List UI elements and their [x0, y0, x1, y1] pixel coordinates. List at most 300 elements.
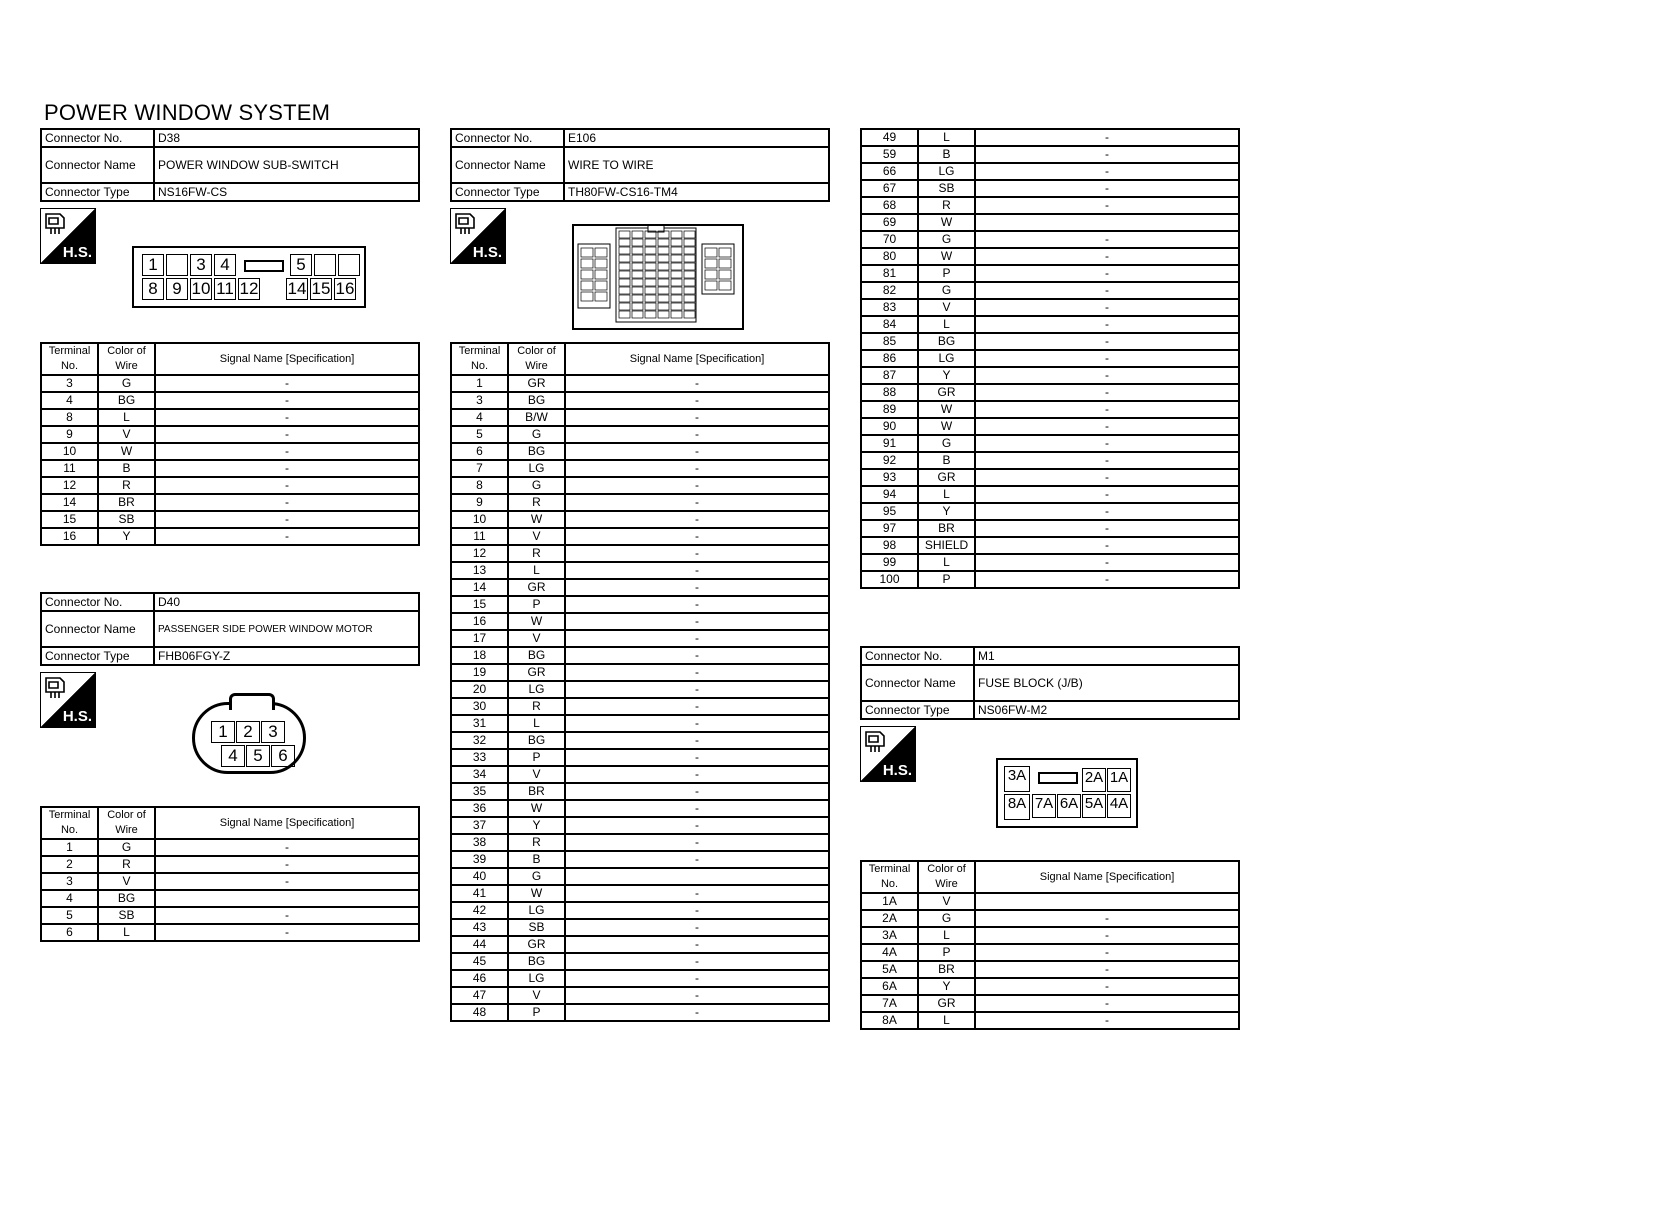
signal-name-cell: -: [565, 953, 829, 970]
signal-name-cell: -: [975, 520, 1239, 537]
wire-color-cell: R: [508, 834, 565, 851]
wire-color-cell: LG: [508, 902, 565, 919]
table-row: [861, 316, 1239, 333]
wire-color-cell: G: [98, 375, 155, 392]
wire-color-cell: R: [98, 856, 155, 873]
terminal-no-cell: 11: [41, 460, 98, 477]
signal-name-cell: -: [975, 231, 1239, 248]
wire-color-cell: SB: [98, 907, 155, 924]
table-row: [41, 890, 419, 907]
pin: 3: [261, 721, 285, 743]
pin: 11: [214, 278, 236, 300]
wire-color-cell: V: [508, 766, 565, 783]
table-row: [861, 333, 1239, 350]
wire-color-cell: Y: [98, 528, 155, 545]
signal-name-cell: -: [975, 503, 1239, 520]
signal-name-cell: -: [975, 418, 1239, 435]
signal-name-cell: -: [155, 494, 419, 511]
connector-face-d38: [132, 246, 366, 308]
table-row: [861, 248, 1239, 265]
terminal-no-cell: 10: [41, 443, 98, 460]
terminal-no-cell: 16: [451, 613, 508, 630]
connector-info-d40: [40, 592, 420, 666]
wire-color-cell: B: [98, 460, 155, 477]
pin: 1A: [1107, 768, 1131, 792]
terminal-no-cell: 38: [451, 834, 508, 851]
terminal-no-cell: 15: [451, 596, 508, 613]
signal-name-cell: -: [565, 783, 829, 800]
hs-harness-side-icon: H.S.: [860, 726, 916, 782]
signal-name-cell: -: [975, 401, 1239, 418]
signal-name-cell: -: [975, 995, 1239, 1012]
terminal-no-cell: 6: [41, 924, 98, 941]
table-row: [451, 426, 829, 443]
wire-color-cell: GR: [508, 664, 565, 681]
table-row: [451, 868, 829, 885]
signal-name-cell: -: [565, 766, 829, 783]
table-row: [451, 766, 829, 783]
label-connector-type: Connector Type: [451, 183, 564, 201]
wire-color-cell: V: [918, 299, 975, 316]
table-row: [451, 919, 829, 936]
table-row: [41, 511, 419, 528]
terminal-no-cell: 80: [861, 248, 918, 265]
table-row: [861, 435, 1239, 452]
table-row: [451, 647, 829, 664]
wire-color-cell: G: [918, 435, 975, 452]
pin: [262, 278, 284, 300]
wire-color-cell: L: [98, 924, 155, 941]
wire-color-cell: BR: [918, 520, 975, 537]
wire-color-cell: W: [918, 401, 975, 418]
table-row: [451, 477, 829, 494]
table-row: [451, 885, 829, 902]
terminal-no-cell: 3: [451, 392, 508, 409]
signal-name-cell: -: [565, 970, 829, 987]
wire-color-cell: SB: [918, 180, 975, 197]
table-row: [861, 537, 1239, 554]
signal-name-cell: -: [565, 834, 829, 851]
table-row: [451, 630, 829, 647]
lock-tab: [1038, 772, 1078, 784]
header-terminal-no: Terminal No.: [41, 807, 98, 839]
table-row: [861, 469, 1239, 486]
label-connector-no: Connector No.: [451, 129, 564, 147]
connector-info-m1: [860, 646, 1240, 720]
wire-color-cell: LG: [918, 163, 975, 180]
terminal-no-cell: 6A: [861, 978, 918, 995]
wire-color-cell: V: [508, 528, 565, 545]
terminal-no-cell: 83: [861, 299, 918, 316]
pin: [166, 254, 188, 276]
terminal-no-cell: 3A: [861, 927, 918, 944]
table-row: [861, 927, 1239, 944]
wire-color-cell: V: [98, 873, 155, 890]
terminal-no-cell: 8: [41, 409, 98, 426]
wire-color-cell: L: [508, 562, 565, 579]
terminal-no-cell: 35: [451, 783, 508, 800]
lock-tab: [229, 693, 275, 710]
wire-color-cell: Y: [918, 367, 975, 384]
terminal-table-e106: [450, 342, 830, 1022]
table-row: [41, 494, 419, 511]
wire-color-cell: W: [508, 885, 565, 902]
signal-name-cell: -: [565, 477, 829, 494]
connector-name-value: FUSE BLOCK (J/B): [974, 665, 1239, 701]
wire-color-cell: V: [508, 630, 565, 647]
terminal-no-cell: 33: [451, 749, 508, 766]
wire-color-cell: BG: [508, 392, 565, 409]
wire-color-cell: B: [508, 851, 565, 868]
pin: 8: [142, 278, 164, 300]
terminal-no-cell: 84: [861, 316, 918, 333]
signal-name-cell: -: [565, 800, 829, 817]
terminal-no-cell: 46: [451, 970, 508, 987]
signal-name-cell: -: [565, 630, 829, 647]
signal-name-cell: -: [155, 511, 419, 528]
wire-color-cell: Y: [508, 817, 565, 834]
wire-color-cell: L: [918, 554, 975, 571]
connector-no-value: M1: [974, 647, 1239, 665]
signal-name-cell: -: [155, 528, 419, 545]
table-row: [451, 817, 829, 834]
terminal-no-cell: 1: [41, 839, 98, 856]
pin: 5: [290, 254, 312, 276]
terminal-no-cell: 81: [861, 265, 918, 282]
signal-name-cell: -: [565, 545, 829, 562]
pin: [314, 254, 336, 276]
signal-name-cell: -: [155, 460, 419, 477]
pin: 6A: [1057, 794, 1081, 818]
wire-color-cell: BR: [918, 961, 975, 978]
signal-name-cell: -: [565, 715, 829, 732]
connector-type-value: NS06FW-M2: [974, 701, 1239, 719]
wire-color-cell: P: [918, 265, 975, 282]
table-row: [861, 231, 1239, 248]
header-signal-name: Signal Name [Specification]: [975, 861, 1239, 893]
pin: 2A: [1082, 768, 1106, 792]
table-row: [451, 970, 829, 987]
table-row: [451, 443, 829, 460]
wire-color-cell: P: [508, 749, 565, 766]
pin: 4: [221, 745, 245, 767]
wire-color-cell: G: [918, 910, 975, 927]
wire-color-cell: W: [918, 248, 975, 265]
signal-name-cell: -: [975, 910, 1239, 927]
connector-no-value: D38: [154, 129, 419, 147]
signal-name-cell: -: [565, 596, 829, 613]
connector-face-e106: [572, 224, 744, 330]
signal-name-cell: -: [975, 571, 1239, 588]
signal-name-cell: -: [565, 664, 829, 681]
pin: 1: [142, 254, 164, 276]
terminal-no-cell: 87: [861, 367, 918, 384]
terminal-no-cell: 13: [451, 562, 508, 579]
wire-color-cell: BG: [508, 732, 565, 749]
wire-color-cell: L: [918, 316, 975, 333]
terminal-no-cell: 39: [451, 851, 508, 868]
terminal-no-cell: 4: [41, 890, 98, 907]
wire-color-cell: SHIELD: [918, 537, 975, 554]
label-connector-type: Connector Type: [41, 647, 154, 665]
signal-name-cell: -: [975, 554, 1239, 571]
wire-color-cell: G: [508, 426, 565, 443]
signal-name-cell: -: [975, 384, 1239, 401]
wire-color-cell: G: [508, 868, 565, 885]
table-row: [861, 452, 1239, 469]
connector-type-value: FHB06FGY-Z: [154, 647, 419, 665]
table-row: [451, 749, 829, 766]
terminal-table-d38: [40, 342, 420, 546]
signal-name-cell: -: [975, 469, 1239, 486]
table-row: [451, 698, 829, 715]
terminal-no-cell: 93: [861, 469, 918, 486]
terminal-no-cell: 12: [451, 545, 508, 562]
table-row: [861, 129, 1239, 146]
signal-name-cell: -: [975, 129, 1239, 146]
table-row: [451, 902, 829, 919]
pin: 7A: [1032, 794, 1056, 818]
header-color-of-wire: Color of Wire: [98, 343, 155, 375]
terminal-no-cell: 68: [861, 197, 918, 214]
terminal-no-cell: 40: [451, 868, 508, 885]
table-row: [451, 715, 829, 732]
wire-color-cell: G: [98, 839, 155, 856]
signal-name-cell: -: [565, 443, 829, 460]
terminal-no-cell: 9: [41, 426, 98, 443]
connector-type-value: TH80FW-CS16-TM4: [564, 183, 829, 201]
pin: 16: [335, 279, 355, 298]
terminal-no-cell: 19: [451, 664, 508, 681]
wire-color-cell: B: [918, 452, 975, 469]
terminal-no-cell: 15: [41, 511, 98, 528]
signal-name-cell: -: [155, 907, 419, 924]
wire-color-cell: V: [508, 987, 565, 1004]
pin: 3: [190, 254, 212, 276]
wire-color-cell: Y: [918, 978, 975, 995]
terminal-no-cell: 11: [451, 528, 508, 545]
header-signal-name: Signal Name [Specification]: [155, 343, 419, 375]
signal-name-cell: -: [565, 426, 829, 443]
table-row: [861, 214, 1239, 231]
table-row: [41, 443, 419, 460]
terminal-table-d40: [40, 806, 420, 942]
table-row: [451, 545, 829, 562]
signal-name-cell: -: [565, 375, 829, 392]
signal-name-cell: -: [975, 486, 1239, 503]
table-row: [861, 893, 1239, 910]
terminal-no-cell: 30: [451, 698, 508, 715]
signal-name-cell: -: [565, 511, 829, 528]
label-connector-no: Connector No.: [861, 647, 974, 665]
wire-color-cell: L: [918, 486, 975, 503]
table-row: [861, 350, 1239, 367]
terminal-no-cell: 89: [861, 401, 918, 418]
signal-name-cell: -: [975, 350, 1239, 367]
signal-name-cell: -: [565, 579, 829, 596]
connector-info-e106: [450, 128, 830, 202]
table-row: [861, 554, 1239, 571]
signal-name-cell: -: [975, 282, 1239, 299]
terminal-no-cell: 90: [861, 418, 918, 435]
wire-color-cell: BG: [508, 953, 565, 970]
table-row: [451, 511, 829, 528]
table-row: [451, 409, 829, 426]
wire-color-cell: W: [98, 443, 155, 460]
terminal-no-cell: 7: [451, 460, 508, 477]
pin: 5: [246, 745, 270, 767]
wire-color-cell: P: [508, 596, 565, 613]
signal-name-cell: -: [155, 924, 419, 941]
wire-color-cell: GR: [508, 375, 565, 392]
pin: 14: [287, 279, 307, 298]
signal-name-cell: -: [975, 944, 1239, 961]
terminal-no-cell: 1A: [861, 893, 918, 910]
table-row: [861, 418, 1239, 435]
wire-color-cell: P: [918, 944, 975, 961]
signal-name-cell: -: [975, 248, 1239, 265]
signal-name-cell: -: [155, 856, 419, 873]
terminal-no-cell: 4A: [861, 944, 918, 961]
terminal-no-cell: 48: [451, 1004, 508, 1021]
header-terminal-no: Terminal No.: [41, 343, 98, 375]
signal-name-cell: -: [565, 392, 829, 409]
wire-color-cell: R: [508, 545, 565, 562]
signal-name-cell: -: [155, 426, 419, 443]
table-row: [451, 681, 829, 698]
table-row: [41, 907, 419, 924]
table-row: [451, 460, 829, 477]
terminal-no-cell: 2A: [861, 910, 918, 927]
pin: 6: [271, 745, 295, 767]
wire-color-cell: P: [508, 1004, 565, 1021]
terminal-no-cell: 49: [861, 129, 918, 146]
wire-color-cell: LG: [508, 970, 565, 987]
table-row: [41, 528, 419, 545]
table-row: [861, 146, 1239, 163]
terminal-no-cell: 8A: [861, 1012, 918, 1029]
terminal-no-cell: 66: [861, 163, 918, 180]
wire-color-cell: R: [918, 197, 975, 214]
table-row: [451, 596, 829, 613]
pin: 3A: [1004, 766, 1030, 792]
terminal-no-cell: 7A: [861, 995, 918, 1012]
signal-name-cell: -: [155, 839, 419, 856]
signal-name-cell: [975, 893, 1239, 910]
header-terminal-no: Terminal No.: [861, 861, 918, 893]
terminal-no-cell: 5: [451, 426, 508, 443]
terminal-no-cell: 36: [451, 800, 508, 817]
signal-name-cell: -: [975, 367, 1239, 384]
signal-name-cell: -: [565, 732, 829, 749]
table-row: [451, 987, 829, 1004]
signal-name-cell: -: [975, 1012, 1239, 1029]
table-row: [861, 520, 1239, 537]
wire-color-cell: L: [918, 927, 975, 944]
wire-color-cell: BR: [98, 494, 155, 511]
terminal-no-cell: 18: [451, 647, 508, 664]
signal-name-cell: -: [565, 749, 829, 766]
wire-color-cell: W: [508, 511, 565, 528]
signal-name-cell: -: [565, 936, 829, 953]
terminal-no-cell: 99: [861, 554, 918, 571]
table-row: [41, 839, 419, 856]
pin: 4A: [1107, 794, 1131, 818]
label-connector-name: Connector Name: [41, 147, 154, 183]
terminal-no-cell: 47: [451, 987, 508, 1004]
terminal-no-cell: 5A: [861, 961, 918, 978]
connector-no-value: D40: [154, 593, 419, 611]
signal-name-cell: -: [155, 375, 419, 392]
header-terminal-no: Terminal No.: [451, 343, 508, 375]
pin: 2: [236, 721, 260, 743]
wire-color-cell: G: [918, 231, 975, 248]
header-color-of-wire: Color of Wire: [98, 807, 155, 839]
wire-color-cell: B: [918, 146, 975, 163]
wire-color-cell: R: [98, 477, 155, 494]
terminal-no-cell: 16: [41, 528, 98, 545]
table-row: [451, 613, 829, 630]
table-row: [451, 783, 829, 800]
terminal-no-cell: 42: [451, 902, 508, 919]
hs-harness-side-icon: H.S.: [450, 208, 506, 264]
connector-type-value: NS16FW-CS: [154, 183, 419, 201]
signal-name-cell: -: [975, 265, 1239, 282]
terminal-no-cell: 5: [41, 907, 98, 924]
signal-name-cell: -: [565, 562, 829, 579]
terminal-no-cell: 100: [861, 571, 918, 588]
table-row: [451, 1004, 829, 1021]
table-row: [861, 401, 1239, 418]
terminal-table-e106-continued: [860, 128, 1240, 589]
wire-color-cell: L: [508, 715, 565, 732]
header-signal-name: Signal Name [Specification]: [155, 807, 419, 839]
table-row: [41, 409, 419, 426]
table-row: [861, 978, 1239, 995]
table-row: [861, 299, 1239, 316]
table-row: [451, 953, 829, 970]
terminal-no-cell: 12: [41, 477, 98, 494]
terminal-no-cell: 45: [451, 953, 508, 970]
table-row: [451, 664, 829, 681]
terminal-no-cell: 3: [41, 375, 98, 392]
table-row: [41, 375, 419, 392]
wire-color-cell: V: [918, 893, 975, 910]
terminal-no-cell: 8: [451, 477, 508, 494]
signal-name-cell: -: [975, 316, 1239, 333]
terminal-no-cell: 44: [451, 936, 508, 953]
table-row: [861, 282, 1239, 299]
wire-color-cell: B/W: [508, 409, 565, 426]
lock-tab: [244, 260, 284, 272]
terminal-no-cell: 95: [861, 503, 918, 520]
signal-name-cell: -: [565, 885, 829, 902]
wire-color-cell: R: [508, 494, 565, 511]
signal-name-cell: -: [975, 180, 1239, 197]
terminal-no-cell: 98: [861, 537, 918, 554]
label-connector-name: Connector Name: [451, 147, 564, 183]
table-row: [861, 367, 1239, 384]
pin: 8A: [1004, 794, 1030, 820]
pin: 12: [239, 279, 259, 298]
connector-info-d38: [40, 128, 420, 202]
signal-name-cell: -: [565, 851, 829, 868]
connector-no-value: E106: [564, 129, 829, 147]
terminal-no-cell: 17: [451, 630, 508, 647]
terminal-no-cell: 59: [861, 146, 918, 163]
terminal-no-cell: 4: [41, 392, 98, 409]
table-row: [451, 528, 829, 545]
